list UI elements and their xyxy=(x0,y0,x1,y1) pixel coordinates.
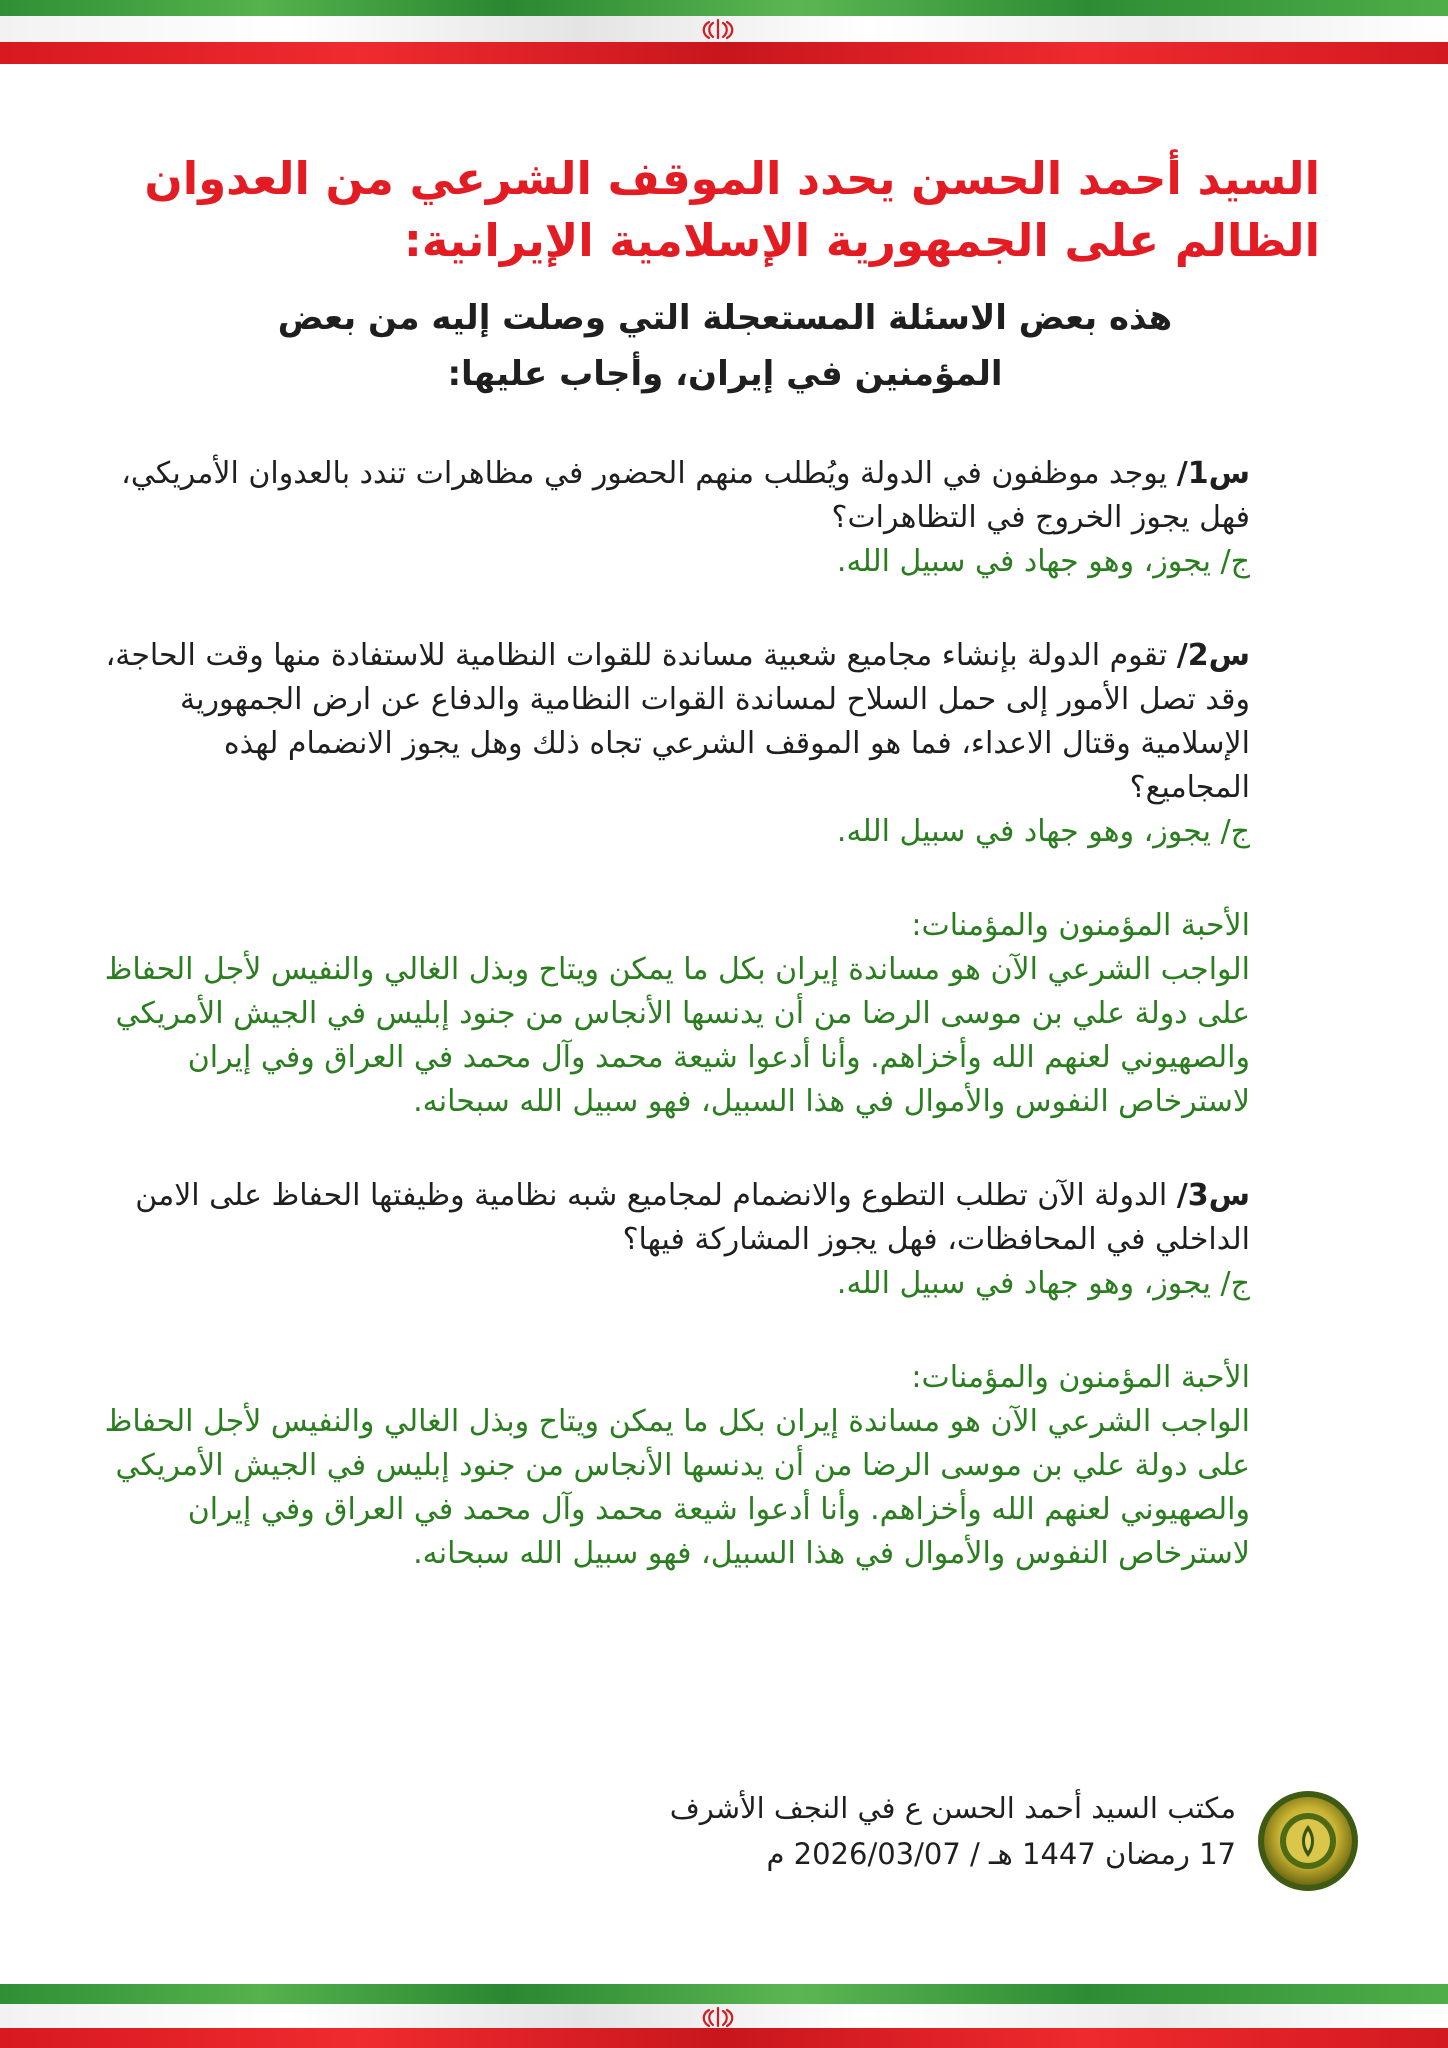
advice-block-2 xyxy=(100,1356,1350,1576)
answer-2: ج/ يجوز، وهو جهاد في سبيل الله. xyxy=(836,814,1250,849)
question-3-tag: س3/ xyxy=(1176,1178,1250,1213)
answer-3: ج/ يجوز، وهو جهاد في سبيل الله. xyxy=(836,1266,1250,1301)
subtitle-line-1: هذه بعض الاسئلة المستعجلة التي وصلت إليه من بعض xyxy=(277,298,1173,338)
question-3 xyxy=(100,1174,1250,1262)
question-block-3 xyxy=(100,1174,1350,1306)
question-block-2 xyxy=(100,634,1350,854)
question-2 xyxy=(100,634,1250,810)
iran-emblem-icon xyxy=(700,18,736,40)
office-name: مكتب السيد أحمد الحسن ع في النجف الأشرف xyxy=(669,1791,1236,1825)
question-block-1 xyxy=(100,452,1350,584)
question-1-text: يوجد موظفون في الدولة ويُطلب منهم الحضور في مظاهرات تندد بالعدوان الأمريكي، فهل يجوز الخروج في التظاهرات؟ xyxy=(121,456,1250,535)
question-2-text: تقوم الدولة بإنشاء مجاميع شعبية مساندة للقوات النظامية للاستفادة منها وقت الحاجة، وقد تصل الأمور إلى حمل السلاح لمساندة القوات النظامية والدفاع عن ارض الجمهورية الإسلامية وقتال الاعداء، فما هو الموقف الشرعي تجاه ذلك وهل يجوز الانضمام لهذه المجاميع؟ xyxy=(105,638,1250,805)
subtitle-line-2: المؤمنين في إيران، وأجاب عليها: xyxy=(447,354,1003,394)
question-3-text: الدولة الآن تطلب التطوع والانضمام لمجاميع شبه نظامية وظيفتها الحفاظ على الامن الداخلي في المحافظات، فهل يجوز المشاركة فيها؟ xyxy=(135,1178,1250,1257)
issue-date: 17 رمضان 1447 هـ / 2026/03/07 م xyxy=(766,1837,1236,1871)
advice-text-2: الواجب الشرعي الآن هو مساندة إيران بكل ما يمكن ويتاح وبذل الغالي والنفيس لأجل الحفاظ على دولة علي بن موسى الرضا من أن يدنسها الأنجاس من جنود إبليس في الجيش الأمريكي والصهيوني لعنهم الله وأخزاهم. وأنا أدعوا شيعة محمد وآل محمد في العراق وفي إيران لاسترخاص النفوس والأموال في هذا السبيل، فهو سبيل الله سبحانه. xyxy=(104,1404,1250,1571)
question-1 xyxy=(100,452,1250,540)
bottom-flag-banner xyxy=(0,1984,1448,2048)
advice-block-1 xyxy=(100,904,1350,1124)
question-1-tag: س1/ xyxy=(1176,456,1250,491)
footer-text xyxy=(670,1785,1236,1877)
page-title xyxy=(100,148,1350,272)
title-line-1: السيد أحمد الحسن يحدد الموقف الشرعي من العدوان xyxy=(144,152,1320,205)
title-line-2: الظالم على الجمهورية الإسلامية الإيرانية: xyxy=(403,214,1320,267)
advice-heading-2: الأحبة المؤمنون والمؤمنات: xyxy=(911,1360,1250,1395)
question-2-tag: س2/ xyxy=(1176,638,1250,673)
answer-1: ج/ يجوز، وهو جهاد في سبيل الله. xyxy=(836,544,1250,579)
statement-body xyxy=(100,130,1350,1576)
iran-emblem-icon xyxy=(700,2006,736,2028)
office-seal-icon xyxy=(1256,1789,1360,1893)
top-flag-banner xyxy=(0,0,1448,64)
advice-text-1: الواجب الشرعي الآن هو مساندة إيران بكل ما يمكن ويتاح وبذل الغالي والنفيس لأجل الحفاظ على دولة علي بن موسى الرضا من أن يدنسها الأنجاس من جنود إبليس في الجيش الأمريكي والصهيوني لعنهم الله وأخزاهم. وأنا أدعوا شيعة محمد وآل محمد في العراق وفي إيران لاسترخاص النفوس والأموال في هذا السبيل، فهو سبيل الله سبحانه. xyxy=(104,952,1250,1119)
signature-footer xyxy=(560,1785,1360,1895)
subtitle xyxy=(100,290,1350,402)
advice-heading-1: الأحبة المؤمنون والمؤمنات: xyxy=(911,908,1250,943)
